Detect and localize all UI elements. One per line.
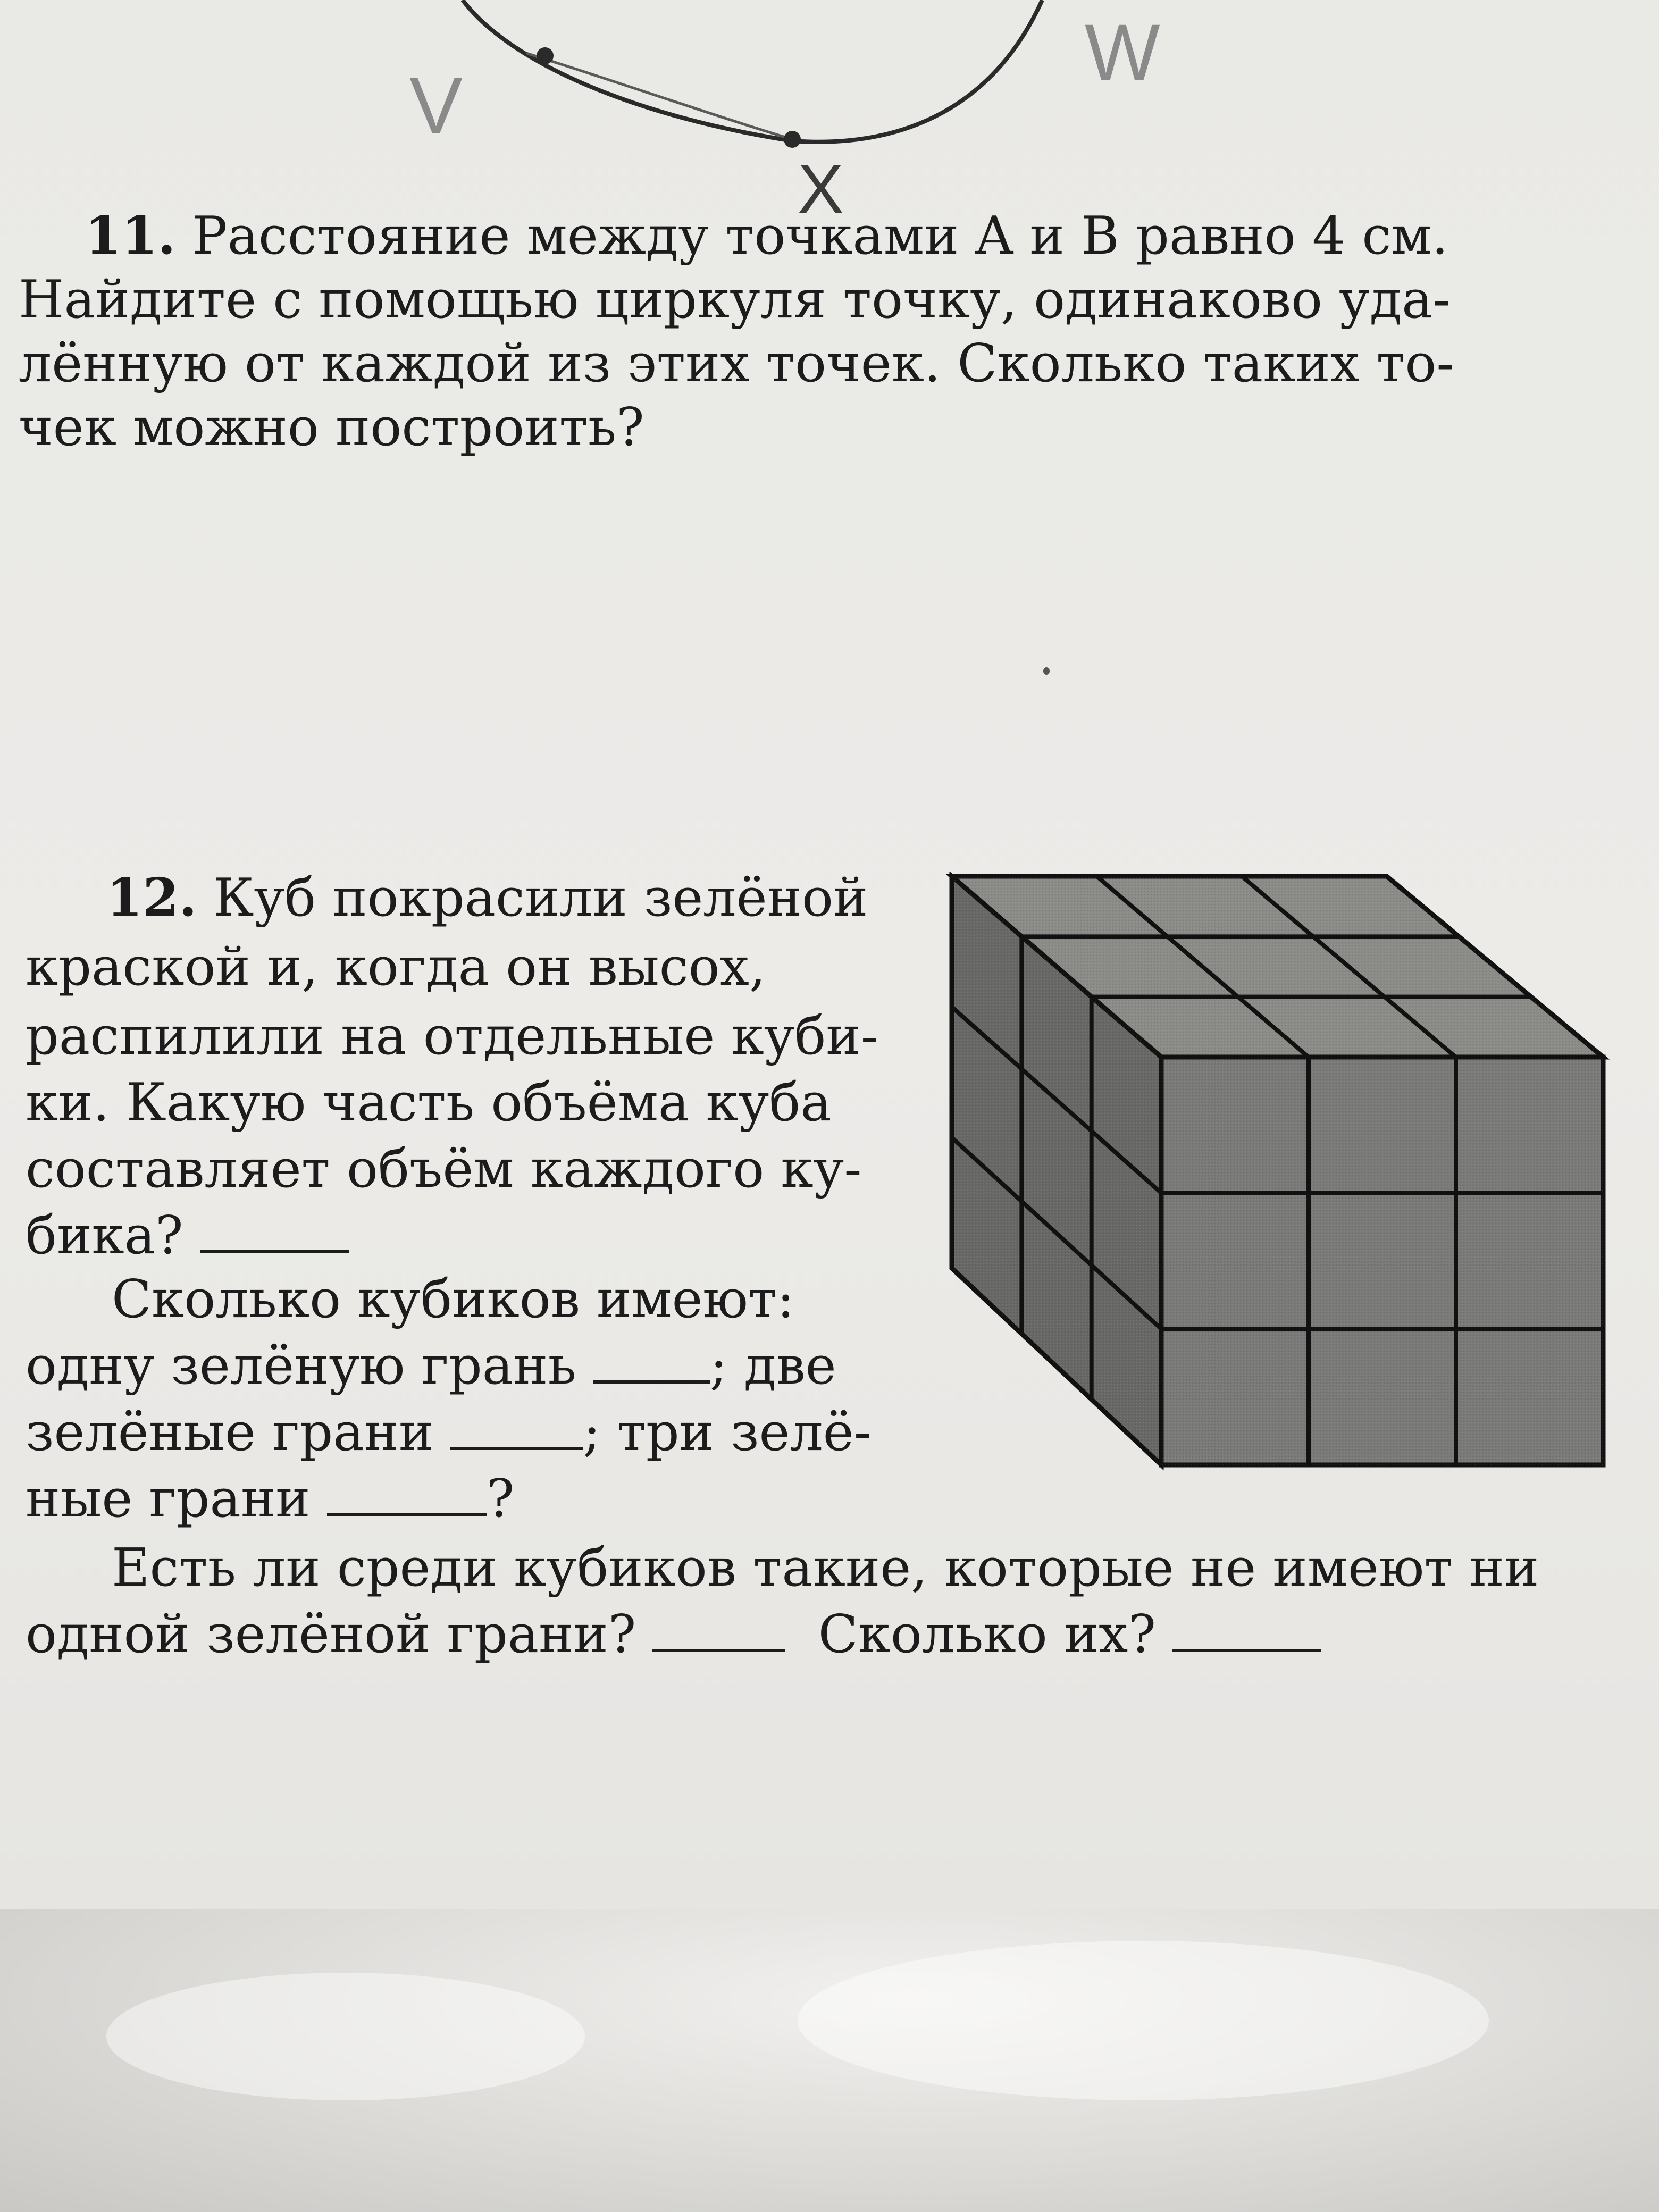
problem-text-line xyxy=(26,1601,1321,1669)
text: Сколько их? xyxy=(818,1604,1156,1665)
problem-12 xyxy=(106,864,868,932)
sketch-letter-x: X xyxy=(798,150,844,223)
problem-text-line: Найдите с помощью циркуля точку, одинаково уда- xyxy=(19,270,1451,330)
problem-text-line xyxy=(26,1398,872,1467)
answer-blank[interactable] xyxy=(593,1370,710,1384)
problem-text-line xyxy=(26,1202,349,1270)
speck xyxy=(1043,667,1050,675)
problem-text-line: Есть ли среди кубиков такие, которые не имеют ни xyxy=(112,1538,1539,1598)
sketch-letter-v: V xyxy=(409,61,463,150)
text: одной зелёной грани? xyxy=(26,1604,636,1665)
problem-number: 12. xyxy=(106,867,197,928)
problem-text-line: Расстояние между точками A и B равно 4 см. xyxy=(192,206,1448,266)
text: одну зелёную грань xyxy=(26,1336,576,1396)
problem-text-line: Сколько кубиков имеют: xyxy=(112,1269,795,1330)
sketch-point xyxy=(784,131,801,148)
text: ; две xyxy=(709,1336,836,1396)
problem-text-line: распилили на отдельные куби- xyxy=(26,1006,878,1067)
problem-text-line xyxy=(26,1332,836,1400)
answer-blank[interactable] xyxy=(327,1503,487,1516)
problem-text-line: Куб покрасили зелёной xyxy=(213,868,868,928)
fabric-fold xyxy=(106,1973,585,2100)
problem-text-line: чек можно построить? xyxy=(19,397,644,458)
problem-text-line: ки. Какую часть объёма куба xyxy=(26,1073,832,1133)
problem-text-line: составляет объём каждого ку- xyxy=(26,1139,862,1200)
sketch-point xyxy=(537,47,554,64)
cube-figure xyxy=(946,872,1616,1473)
problem-text-line: лённую от каждой из этих точек. Сколько таких то- xyxy=(19,333,1454,394)
text: ? xyxy=(486,1469,515,1529)
handwritten-sketch xyxy=(0,0,1659,223)
fabric-fold xyxy=(798,1941,1489,2100)
problem-text-line xyxy=(26,933,908,1001)
sketch-letter-w: W xyxy=(1085,7,1160,97)
cube-faces xyxy=(952,876,1603,1465)
text: краской и, когда он высох, xyxy=(26,937,766,998)
problem-text-line xyxy=(26,1465,514,1533)
text: ные грани xyxy=(26,1469,311,1529)
text: ; три зелё- xyxy=(583,1402,872,1463)
sketch-arc xyxy=(463,0,1042,142)
cube-front-face-texture xyxy=(1161,1057,1603,1465)
text: бика? xyxy=(26,1205,183,1266)
answer-blank[interactable] xyxy=(450,1436,583,1450)
fabric-background xyxy=(0,1909,1659,2212)
answer-blank[interactable] xyxy=(652,1638,785,1652)
answer-blank[interactable] xyxy=(1172,1638,1321,1652)
problem-number: 11. xyxy=(85,205,176,266)
answer-blank[interactable] xyxy=(200,1239,349,1253)
sketch-chord xyxy=(526,53,792,139)
text: зелёные грани xyxy=(26,1402,434,1463)
problem-11 xyxy=(85,202,1448,270)
